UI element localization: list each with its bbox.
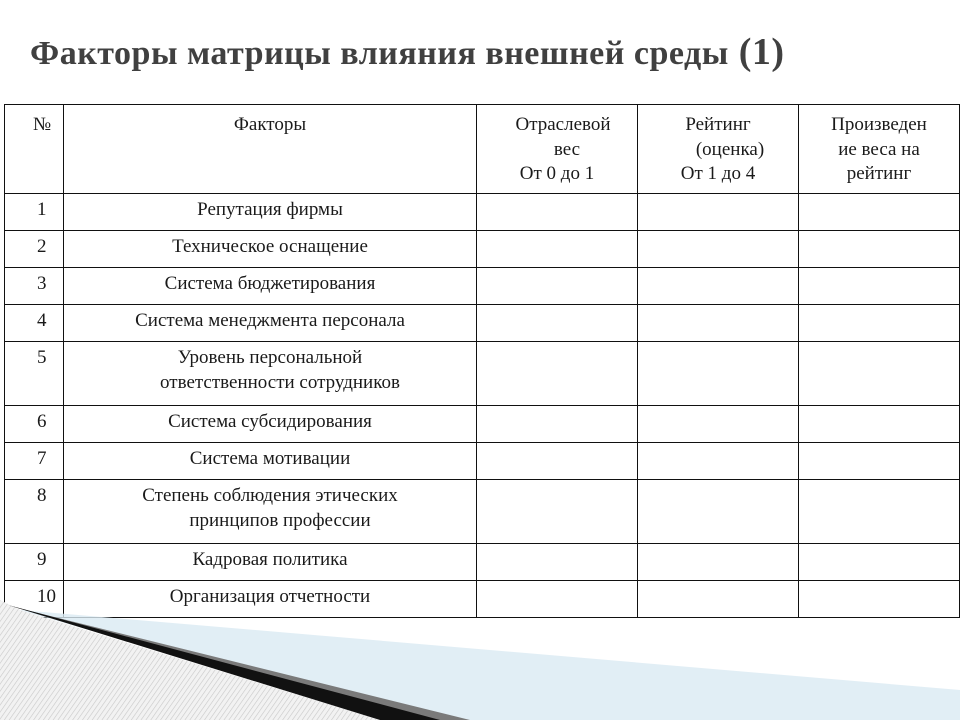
table-header-row — [5, 105, 960, 194]
row-factor — [64, 231, 477, 268]
title-number: (1) — [738, 31, 785, 73]
row-factor-line: Организация отчетности — [169, 586, 371, 607]
rating-cell — [638, 544, 799, 581]
header-weight-line-3: От 0 до 1 — [519, 163, 595, 185]
row-factor-line: Кадровая политика — [192, 549, 348, 570]
factors-table — [4, 104, 960, 618]
row-factor-line: принципов профессии — [189, 509, 371, 531]
product-cell — [799, 268, 960, 305]
rating-cell — [638, 231, 799, 268]
product-cell — [799, 480, 960, 544]
row-factor — [64, 480, 477, 544]
row-factor-line: Репутация фирмы — [197, 199, 343, 220]
product-cell — [799, 305, 960, 342]
weight-cell — [477, 194, 638, 231]
row-factor-line: Техническое оснащение — [172, 236, 368, 257]
row-factor — [64, 342, 477, 406]
row-number: 3 — [5, 268, 64, 305]
header-product-line-3: рейтинг — [846, 163, 912, 185]
row-factor-line: Степень соблюдения этических — [142, 485, 398, 506]
product-cell — [799, 194, 960, 231]
table-row — [5, 342, 960, 406]
row-number: 2 — [5, 231, 64, 268]
product-cell — [799, 544, 960, 581]
table-row — [5, 268, 960, 305]
table-row — [5, 231, 960, 268]
weight-cell — [477, 305, 638, 342]
row-number: 9 — [5, 544, 64, 581]
decorative-ribbon — [0, 600, 960, 720]
table-row — [5, 406, 960, 443]
product-cell — [799, 406, 960, 443]
weight-cell — [477, 406, 638, 443]
header-product-line-1: Произведен — [831, 114, 927, 135]
row-factor — [64, 268, 477, 305]
table-row — [5, 443, 960, 480]
row-number: 8 — [5, 480, 64, 544]
row-factor-line: Система менеджмента персонала — [135, 310, 405, 331]
table-row — [5, 480, 960, 544]
header-rating-line-1: Рейтинг — [685, 114, 751, 135]
row-factor — [64, 406, 477, 443]
header-weight-line-1: Отраслевой — [515, 114, 611, 135]
rating-cell — [638, 268, 799, 305]
weight-cell — [477, 544, 638, 581]
rating-cell — [638, 443, 799, 480]
row-number: 5 — [5, 342, 64, 406]
row-factor — [64, 443, 477, 480]
weight-cell — [477, 268, 638, 305]
header-product — [799, 105, 960, 194]
row-number: 4 — [5, 305, 64, 342]
row-factor-line: Система мотивации — [189, 448, 351, 469]
row-factor — [64, 544, 477, 581]
weight-cell — [477, 480, 638, 544]
row-factor-line: Система бюджетирования — [164, 273, 376, 294]
rating-cell — [638, 194, 799, 231]
row-factor-line: Уровень персональной — [177, 347, 363, 368]
header-factors: Факторы — [64, 105, 477, 194]
weight-cell — [477, 231, 638, 268]
header-weight — [477, 105, 638, 194]
weight-cell — [477, 342, 638, 406]
row-number: 7 — [5, 443, 64, 480]
row-factor — [64, 194, 477, 231]
header-rating — [638, 105, 799, 194]
rating-cell — [638, 406, 799, 443]
row-number: 6 — [5, 406, 64, 443]
row-number: 10 — [5, 581, 64, 618]
rating-cell — [638, 305, 799, 342]
weight-cell — [477, 443, 638, 480]
table-row — [5, 194, 960, 231]
header-num: № — [5, 105, 64, 194]
product-cell — [799, 443, 960, 480]
product-cell — [799, 231, 960, 268]
header-product-line-2: ие веса на — [838, 138, 920, 160]
header-weight-line-2: вес — [553, 138, 581, 160]
table-row — [5, 305, 960, 342]
product-cell — [799, 342, 960, 406]
row-number: 1 — [5, 194, 64, 231]
row-factor-line: Система субсидирования — [168, 411, 372, 432]
slide-title — [30, 30, 785, 74]
rating-cell — [638, 480, 799, 544]
row-factor — [64, 305, 477, 342]
header-rating-line-2: (оценка) — [695, 138, 765, 160]
rating-cell — [638, 342, 799, 406]
row-factor-line: ответственности сотрудников — [160, 371, 400, 393]
title-text: Факторы матрицы влияния внешней среды — [30, 35, 729, 72]
table-row — [5, 544, 960, 581]
header-rating-line-3: От 1 до 4 — [680, 163, 756, 185]
